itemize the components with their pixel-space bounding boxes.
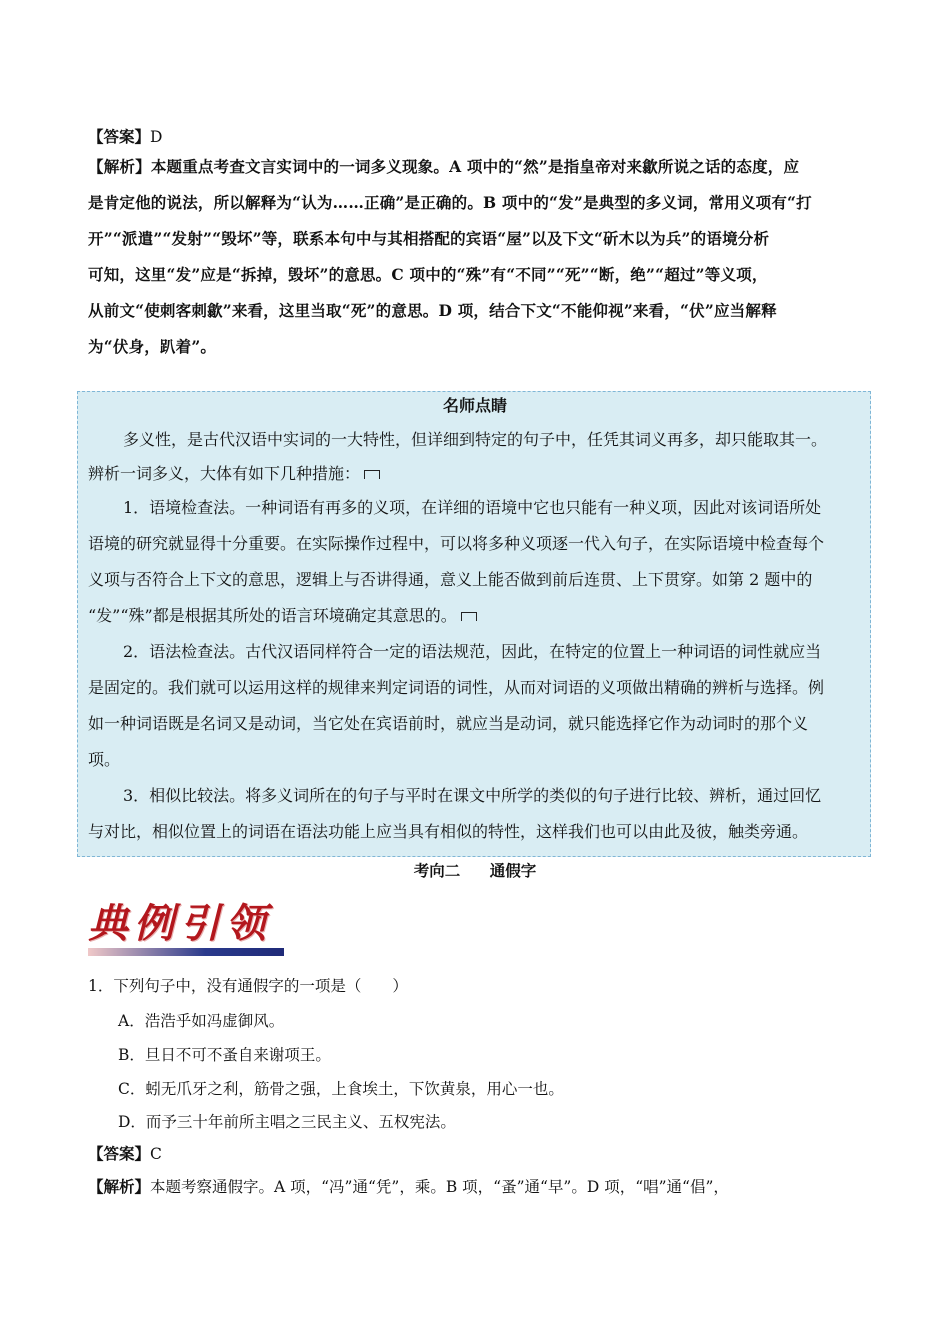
callout-line-4: 语境的研究就显得十分重要。在实际操作过程中，可以将多种义项逐一代入句子，在实际语境中检查每个 xyxy=(88,534,825,553)
teacher-tips-box xyxy=(77,391,871,857)
analysis-line-1: 【解析】本题重点考查文言实词中的一词多义现象。A 项中的“然”是指皇帝对来歙所说之话的态度，应 xyxy=(88,157,800,176)
analysis-row-2 xyxy=(88,1176,729,1198)
answer-label-2: 【答案】 xyxy=(88,1144,151,1163)
callout-line-8: 是固定的。我们就可以运用这样的规律来判定词语的词性，从而对词语的义项做出精确的辨析与选择。例 xyxy=(88,678,825,697)
banner-text: 典例引领 xyxy=(88,900,272,947)
callout-line-12: 与对比，相似位置上的词语在语法功能上应当具有相似的特性，这样我们也可以由此及彼，触类旁通。 xyxy=(88,822,809,841)
callout-line-2: 辨析一词多义，大体有如下几种措施： xyxy=(88,462,380,486)
answer-row xyxy=(88,126,162,148)
answer-row-2 xyxy=(88,1143,162,1165)
callout-line-9: 如一种词语既是名词又是动词，当它处在宾语前时，就应当是动词，就只能选择它作为动词时的那个义 xyxy=(88,714,809,733)
analysis-label-2: 【解析】 xyxy=(88,1177,151,1196)
analysis-line-2: 是肯定他的说法，所以解释为“认为……正确”是正确的。B 项中的“发”是典型的多义词，常用义项有“打 xyxy=(88,193,812,212)
answer-value: D xyxy=(150,128,163,146)
option-b: B．旦日不可不蚤自来谢项王。 xyxy=(118,1046,331,1064)
analysis-label: 【解析】 xyxy=(88,157,151,176)
edit-mark-icon xyxy=(364,470,380,479)
option-d: D．而予三十年前所主唱之三民主义、五权宪法。 xyxy=(118,1113,456,1131)
analysis-line-5: 从前文“使刺客刺歙”来看，这里当取“死”的意思。D 项，结合下文“不能仰视”来看，“伏”应当解释 xyxy=(88,301,777,320)
callout-line-5: 义项与否符合上下文的意思，逻辑上与否讲得通，意义上能否做到前后连贯、上下贯穿。如第 2 题中的 xyxy=(88,570,813,589)
analysis-line-3: 开”“派遣”“发射”“毁坏”等，联系本句中与其相搭配的宾语“屋”以及下文“斫木以为兵”的语境分析 xyxy=(88,229,770,248)
callout-line-1: 多义性，是古代汉语中实词的一大特性，但详细到特定的句子中，任凭其词义再多，却只能取其一。 xyxy=(123,430,828,449)
analysis-line-4: 可知，这里“发”应是“拆掉，毁坏”的意思。C 项中的“殊”有“不同”“死”“断，绝”“超过”等义项， xyxy=(88,265,768,284)
section-title: 考向二 通假字 xyxy=(413,861,537,880)
answer-value-2: C xyxy=(150,1145,162,1163)
callout-line-7: 2．语法检查法。古代汉语同样符合一定的语法规范，因此，在特定的位置上一种词语的词性就应当 xyxy=(123,642,822,661)
callout-title: 名师点睛 xyxy=(442,396,507,415)
answer-label: 【答案】 xyxy=(88,127,151,146)
option-c: C．蚓无爪牙之利，筋骨之强，上食埃土，下饮黄泉，用心一也。 xyxy=(118,1080,564,1098)
analysis-line-6: 为“伏身，趴着”。 xyxy=(88,337,217,356)
analysis-text-2: 本题考察通假字。A 项，“冯”通“凭”，乘。B 项，“蚤”通“早”。D 项，“唱”通“倡”， xyxy=(150,1178,729,1196)
example-banner xyxy=(88,898,288,958)
callout-line-10: 项。 xyxy=(88,750,121,769)
banner-underline xyxy=(88,948,284,956)
callout-line-6: “发”“殊”都是根据其所处的语言环境确定其意思的。 xyxy=(88,604,477,628)
question-stem: 1．下列句子中，没有通假字的一项是（ ） xyxy=(88,977,408,995)
callout-line-3: 1．语境检查法。一种词语有再多的义项，在详细的语境中它也只能有一种义项，因此对该词语所处 xyxy=(123,498,822,517)
edit-mark-icon xyxy=(461,612,477,621)
callout-line-11: 3．相似比较法。将多义词所在的句子与平时在课文中所学的类似的句子进行比较、辨析，通过回忆 xyxy=(123,786,822,805)
option-a: A．浩浩乎如冯虚御风。 xyxy=(118,1012,285,1030)
